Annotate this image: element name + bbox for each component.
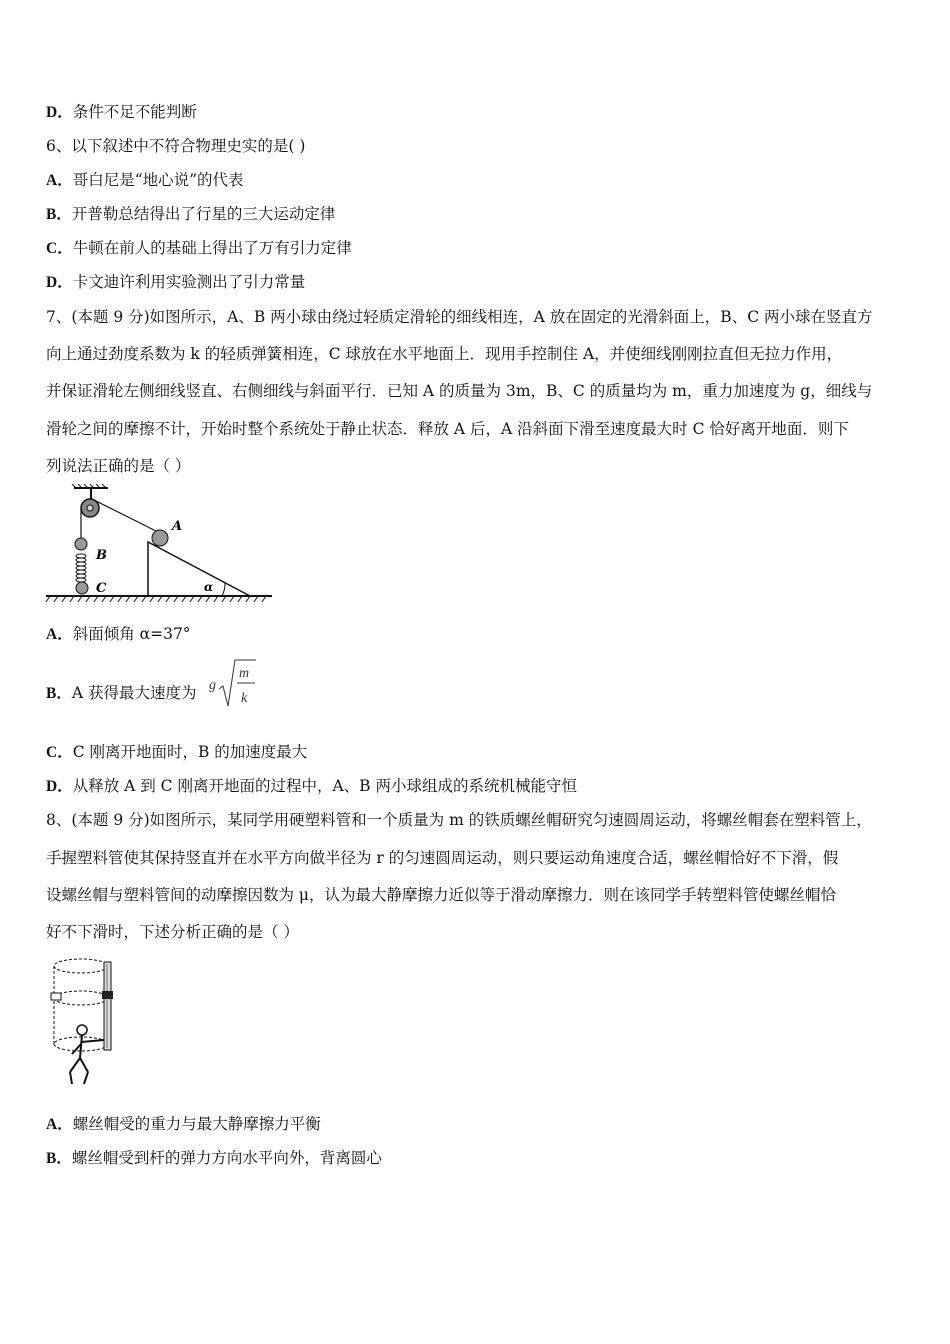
option-label: C． — [46, 744, 73, 761]
q7-option-c — [46, 742, 307, 763]
q7-option-b — [46, 683, 196, 704]
option-text: 哥白尼是“地心说”的代表 — [72, 171, 244, 189]
option-text: 螺丝帽受的重力与最大静摩擦力平衡 — [72, 1115, 321, 1133]
option-text: 开普勒总结得出了行星的三大运动定律 — [71, 205, 336, 223]
q7-stem-line-3: 并保证滑轮左侧细线竖直、右侧细线与斜面平行．已知 A 的质量为 3m，B、C 的质量均为 m，重力加速度为 g，细线与 — [46, 382, 873, 400]
q6-option-d — [46, 272, 305, 293]
q8-stem-line-2: 手握塑料管使其保持竖直并在水平方向做半径为 r 的匀速圆周运动，则只要运动角速度合适，螺丝帽恰好不下滑，假 — [46, 849, 839, 867]
option-text: A 获得最大速度为 — [71, 684, 197, 702]
q8-rotating-tube-figure — [48, 954, 122, 1090]
q6-option-c — [46, 238, 352, 259]
ball-b-icon — [75, 538, 87, 550]
plastic-tube-icon — [104, 962, 111, 1050]
formula-denominator: k — [241, 691, 248, 706]
person-icon — [77, 1025, 87, 1035]
q8-option-a — [46, 1114, 321, 1135]
q7-stem-line-4: 滑轮之间的摩擦不计，开始时整个系统处于静止状态．释放 A 后，A 沿斜面下滑至速度最大时 C 恰好离开地面．则下 — [46, 420, 849, 438]
option-text: 斜面倾角 α=37° — [72, 625, 191, 643]
q7-stem-line-1: 7、(本题 9 分)如图所示，A、B 两小球由绕过轻质定滑轮的细线相连，A 放在固定的光滑斜面上，B、C 两小球在竖直方 — [46, 308, 873, 326]
nut-icon — [102, 991, 113, 999]
q8-stem-line-3: 设螺丝帽与塑料管间的动摩擦因数为 μ，认为最大静摩擦力近似等于滑动摩擦力．则在该同学手转塑料管使螺丝帽恰 — [46, 886, 837, 904]
formula-g: g — [209, 678, 216, 693]
label-alpha: α — [204, 580, 214, 594]
option-label: D． — [46, 104, 73, 121]
q8-stem-line-4: 好不下滑时，下述分析正确的是（ ） — [46, 923, 299, 941]
q7-option-d — [46, 776, 577, 797]
q8-option-b — [46, 1148, 382, 1169]
ball-c-icon — [76, 582, 88, 594]
q6-stem: 6、以下叙述中不符合物理史实的是( ) — [46, 137, 306, 155]
option-label: D． — [46, 274, 73, 291]
option-label: A． — [46, 172, 73, 189]
option-label: B． — [46, 685, 72, 702]
q7-option-a — [46, 624, 191, 645]
q6-option-b — [46, 204, 335, 225]
formula-g-sqrt-m-over-k — [206, 656, 258, 712]
q5-option-d — [46, 102, 197, 123]
option-label: C． — [46, 240, 73, 257]
option-text: 条件不足不能判断 — [72, 103, 197, 121]
q6-option-a — [46, 170, 244, 191]
label-a: A — [172, 519, 183, 534]
option-label: A． — [46, 1116, 73, 1133]
option-text: C 刚离开地面时，B 的加速度最大 — [72, 743, 308, 761]
option-text: 牛顿在前人的基础上得出了万有引力定律 — [72, 239, 352, 257]
ball-a-icon — [152, 530, 168, 546]
label-c: C — [96, 581, 107, 596]
option-text: 螺丝帽受到杆的弹力方向水平向外，背离圆心 — [71, 1149, 382, 1167]
option-label: A． — [46, 626, 73, 643]
q7-stem-line-2: 向上通过劲度系数为 k 的轻质弹簧相连，C 球放在水平地面上．现用手控制住 A，并使细线刚刚拉直但无拉力作用， — [46, 345, 843, 363]
q7-pulley-incline-figure — [44, 484, 276, 608]
option-label: B． — [46, 206, 72, 223]
label-b: B — [96, 548, 107, 563]
q8-stem-line-1: 8、(本题 9 分)如图所示，某同学用硬塑料管和一个质量为 m 的铁质螺丝帽研究匀速圆周运动，将螺丝帽套在塑料管上， — [46, 811, 872, 829]
option-text: 卡文迪许利用实验测出了引力常量 — [72, 273, 306, 291]
option-text: 从释放 A 到 C 刚离开地面的过程中，A、B 两小球组成的系统机械能守恒 — [72, 777, 577, 795]
option-label: B． — [46, 1150, 72, 1167]
formula-numerator: m — [239, 666, 250, 681]
option-label: D． — [46, 778, 73, 795]
q7-stem-line-5: 列说法正确的是（ ） — [46, 457, 191, 475]
